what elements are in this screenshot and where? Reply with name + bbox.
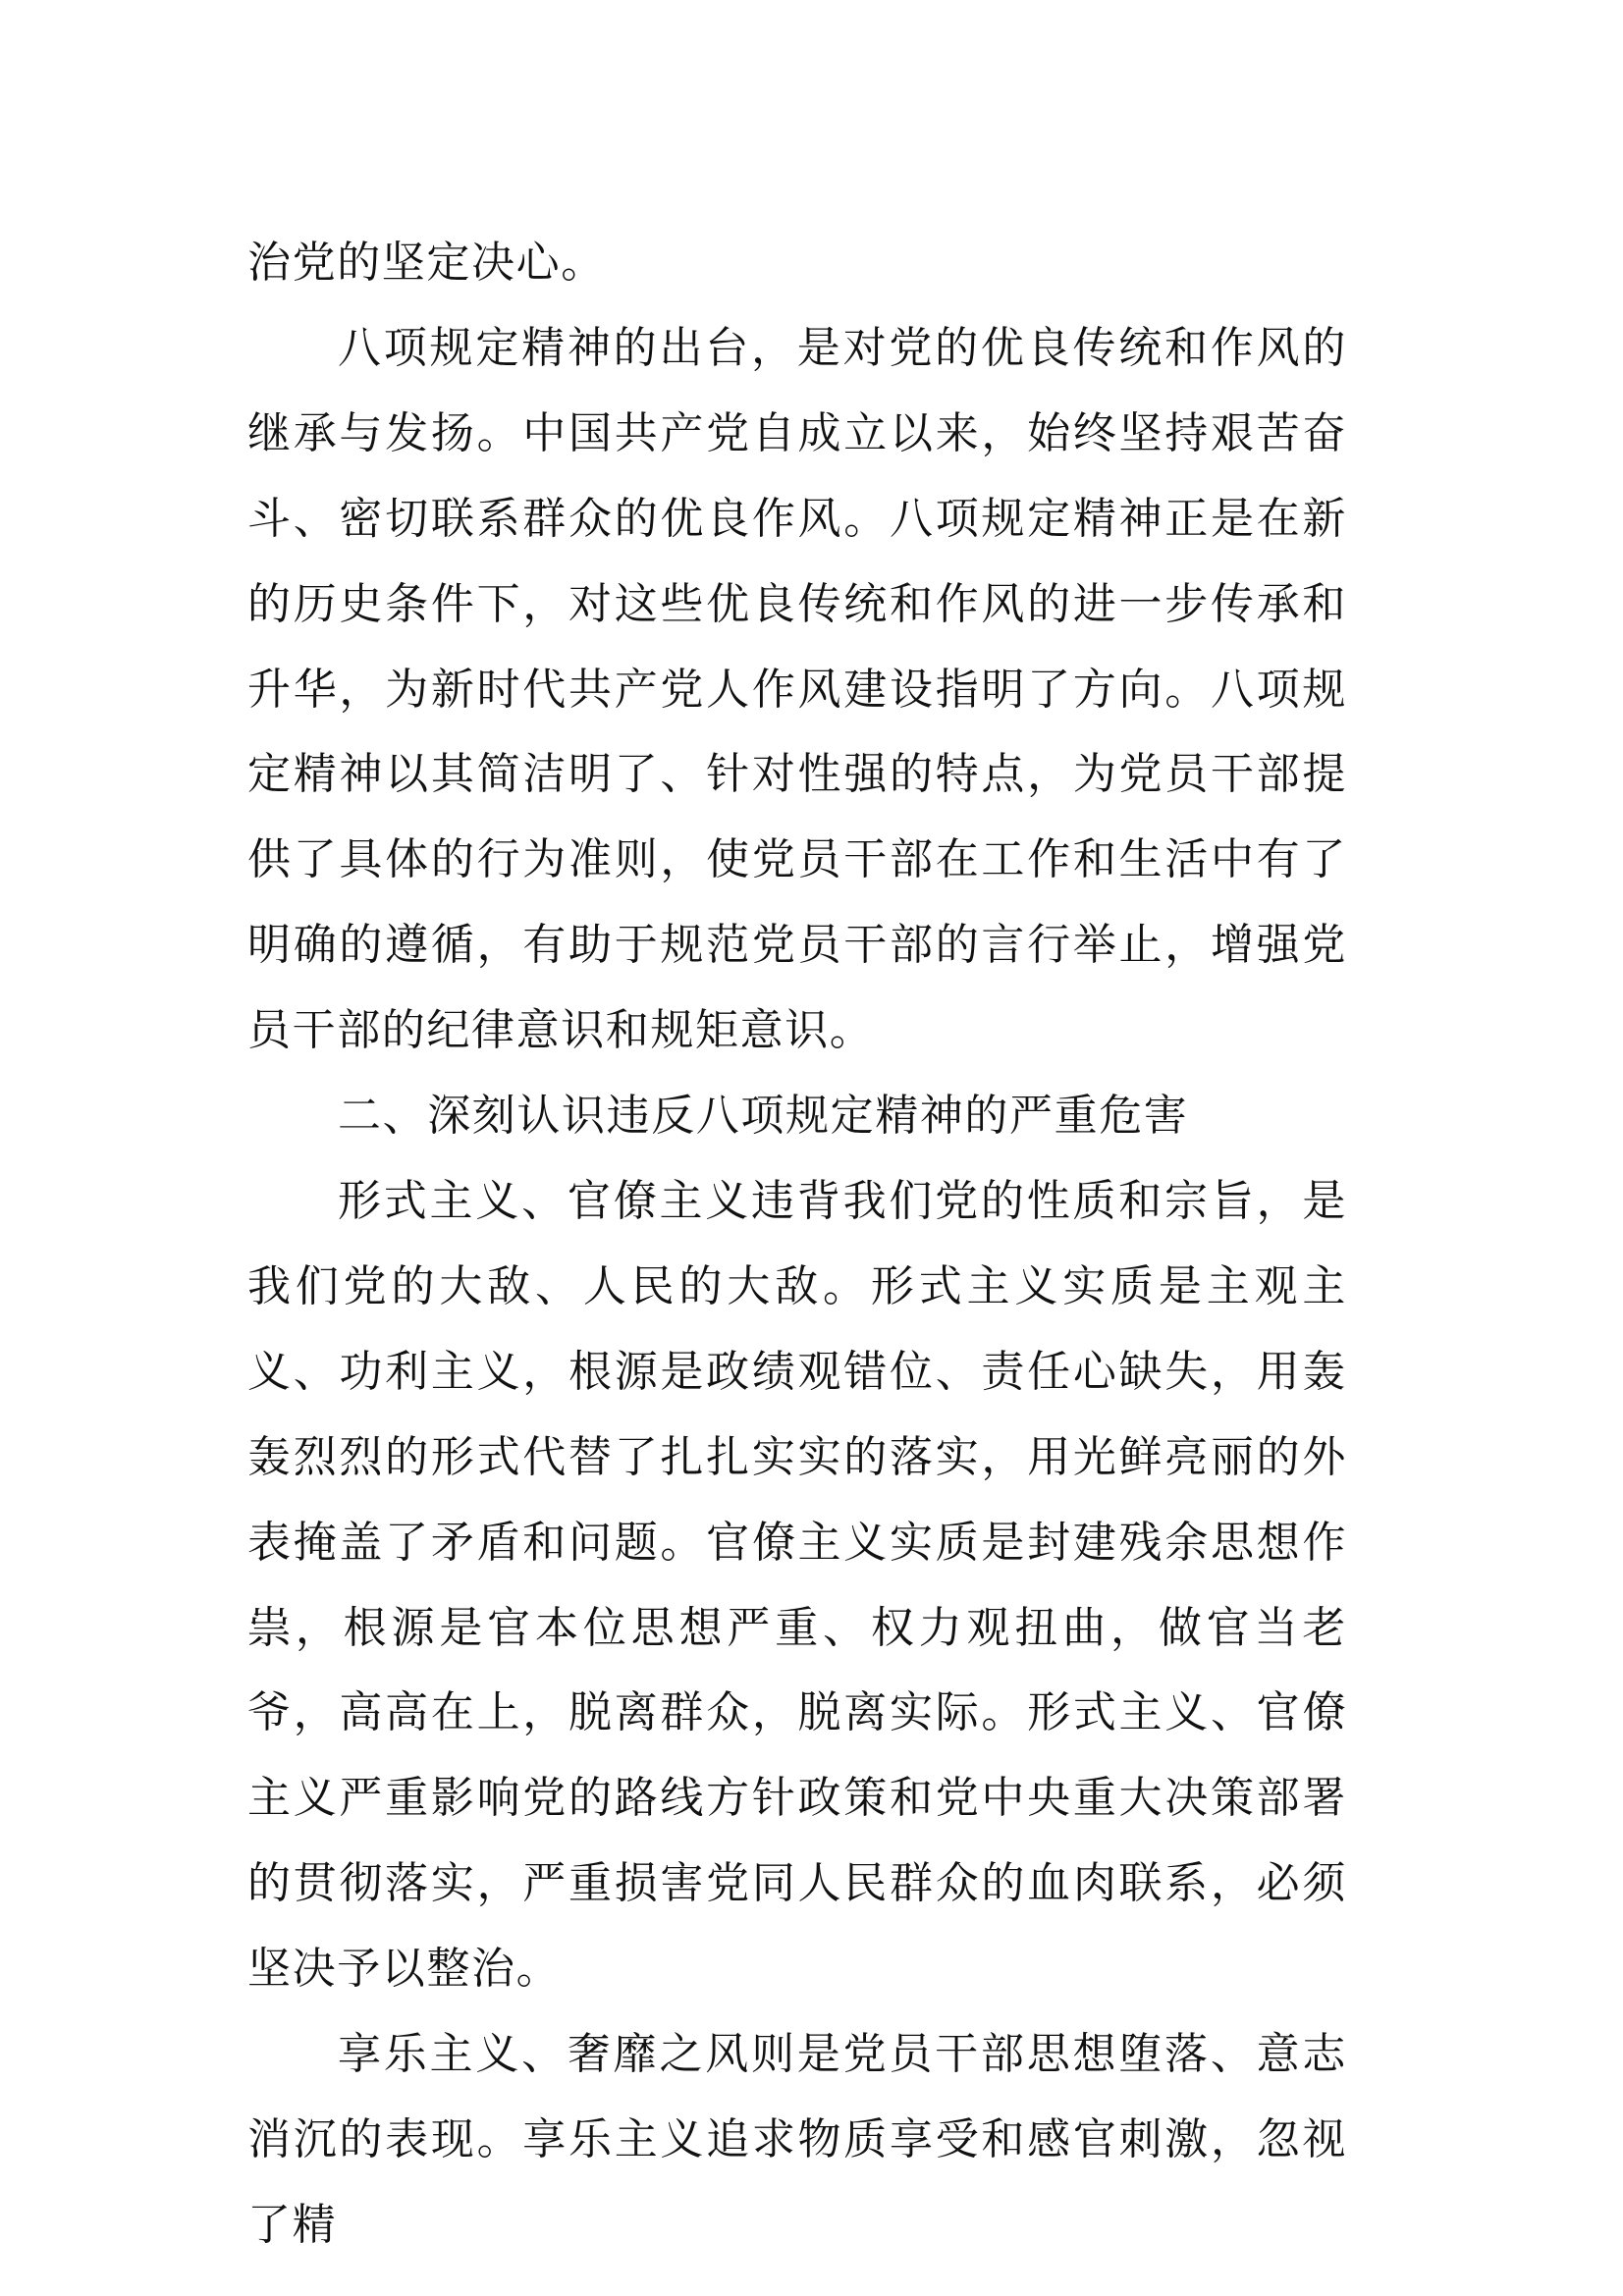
section-heading-2: 二、深刻认识违反八项规定精神的严重危害 xyxy=(338,1091,1189,1142)
paragraph-formalism-bureaucratism: 形式主义、官僚主义违背我们党的性质和宗旨，是我们党的大敌、人民的大敌。形式主义实质是主观主义、功利主义，根源是政绩观错位、责任心缺失，用轰轰烈烈的形式代替了扎扎实实的落实，用光鲜亮丽的外表掩盖了矛盾和问题。官僚主义实质是封建残余思想作祟，根源是官本位思想严重、权力观扭曲，做官当老爷，高高在上，脱离群众，脱离实际。形式主义、官僚主义严重影响党的路线方针政策和党中央重大决策部署的贯彻落实，严重损害党同人民群众的血肉联系，必须坚决予以整治。 xyxy=(247,1175,1347,1995)
paragraph-hedonism-extravagance: 享乐主义、奢靡之风则是党员干部思想堕落、意志消沉的表现。享乐主义追求物质享受和感官刺激，忽视了精 xyxy=(247,2029,1347,2250)
paragraph-continuation: 治党的坚定决心。 xyxy=(247,238,606,288)
paragraph-eight-regulations-heritage: 八项规定精神的出台，是对党的优良传统和作风的继承与发扬。中国共产党自成立以来，始终坚持艰苦奋斗、密切联系群众的优良作风。八项规定精神正是在新的历史条件下，对这些优良传统和作风的进一步传承和升华，为新时代共产党人作风建设指明了方向。八项规定精神以其简洁明了、针对性强的特点，为党员干部提供了具体的行为准则，使党员干部在工作和生活中有了明确的遵循，有助于规范党员干部的言行举止，增强党员干部的纪律意识和规矩意识。 xyxy=(247,322,1347,1056)
document-page xyxy=(247,221,1347,2269)
